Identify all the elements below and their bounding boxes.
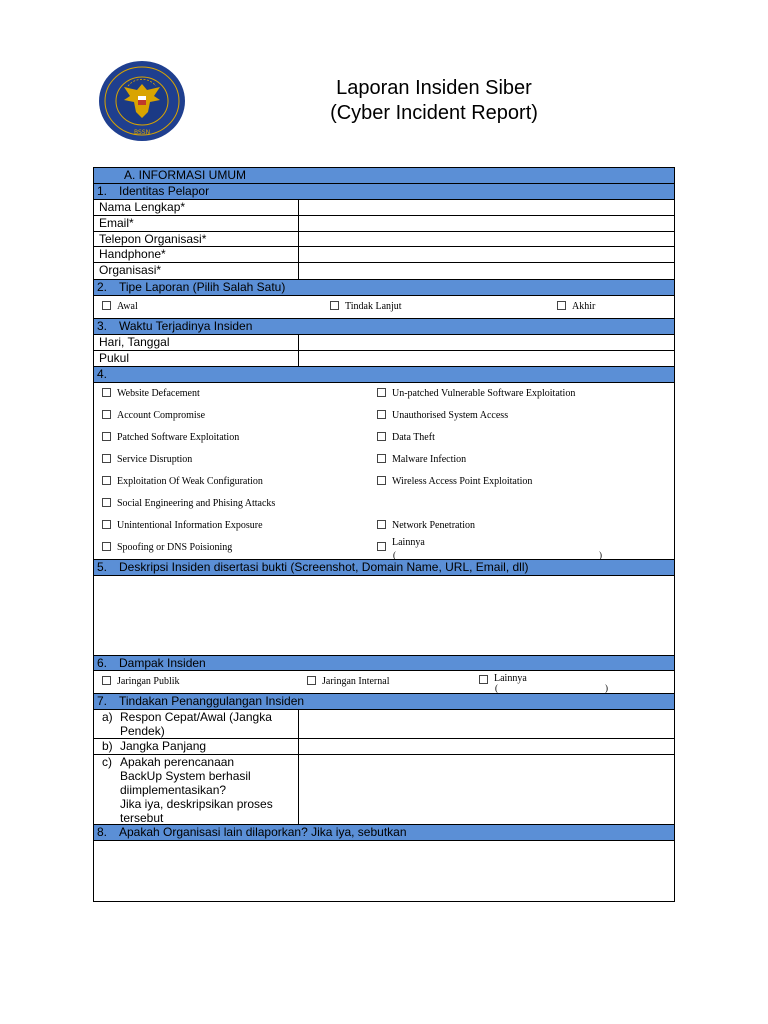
impact-public-option[interactable] (102, 676, 180, 688)
section-a-header (94, 168, 674, 184)
item-letter: a) (102, 710, 113, 724)
section-4-number: 4. (97, 367, 108, 381)
checkbox[interactable] (102, 301, 111, 310)
checkbox[interactable] (102, 676, 111, 685)
checkbox[interactable] (102, 498, 111, 507)
report-type-initial-option[interactable] (102, 301, 138, 313)
report-subtitle: (Cyber Incident Report) (330, 102, 538, 124)
incident-option[interactable] (102, 542, 232, 554)
incident-option[interactable] (102, 410, 205, 422)
incident-option[interactable] (377, 432, 435, 444)
date-input[interactable] (299, 335, 674, 350)
incident-option[interactable] (102, 454, 192, 466)
option-label: Jaringan Internal (322, 676, 390, 687)
incident-option[interactable] (102, 520, 263, 532)
section-1-title: Identitas Pelapor (119, 184, 210, 198)
report-type-followup-option[interactable] (330, 301, 402, 313)
section-3-number: 3. (97, 319, 108, 333)
response-row-b (94, 739, 674, 755)
item-text-line: Jangka Panjang (120, 739, 207, 753)
field-row-organization (94, 263, 674, 280)
option-label: Unintentional Information Exposure (117, 520, 263, 531)
long-term-response-input[interactable] (299, 739, 674, 754)
checkbox[interactable] (102, 432, 111, 441)
checkbox[interactable] (479, 675, 488, 684)
checkbox[interactable] (377, 542, 386, 551)
item-text-line: Apakah perencanaan (120, 755, 235, 769)
field-row-handphone (94, 247, 674, 263)
field-row-org-phone (94, 232, 674, 247)
section-6-number: 6. (97, 656, 108, 670)
checkbox[interactable] (557, 301, 566, 310)
option-label: Lainnya (494, 673, 527, 684)
incident-option[interactable] (102, 388, 200, 400)
section-3-title: Waktu Terjadinya Insiden (119, 319, 253, 333)
item-text-line: Jika iya, deskripsikan proses (120, 797, 273, 811)
checkbox[interactable] (377, 476, 386, 485)
other-paren-close: ) (605, 683, 608, 693)
section-1-header (94, 184, 674, 200)
backup-system-input[interactable] (299, 755, 674, 824)
incident-option[interactable] (102, 432, 239, 444)
incident-option[interactable] (102, 498, 275, 510)
bssn-logo (98, 60, 186, 142)
item-text-line: diimplementasikan? (120, 783, 227, 797)
section-2-number: 2. (97, 280, 108, 294)
item-letter: b) (102, 739, 113, 753)
section-2-title: Tipe Laporan (Pilih Salah Satu) (119, 280, 286, 294)
field-label: Hari, Tanggal (94, 335, 299, 350)
field-row-name (94, 200, 674, 216)
field-label: Organisasi* (94, 263, 299, 279)
short-term-response-input[interactable] (299, 710, 674, 738)
section-1-number: 1. (97, 184, 108, 198)
item-text-line: tersebut (120, 811, 164, 825)
field-row-email (94, 216, 674, 232)
option-label: Un-patched Vulnerable Software Exploitation (392, 388, 576, 399)
option-label: Social Engineering and Phising Attacks (117, 498, 276, 509)
checkbox[interactable] (330, 301, 339, 310)
checkbox[interactable] (377, 432, 386, 441)
option-label: Website Defacement (117, 388, 200, 399)
other-paren-open: ( (495, 683, 498, 693)
item-text-line: Respon Cepat/Awal (Jangka (120, 710, 272, 724)
org-phone-input[interactable] (299, 232, 674, 246)
checkbox[interactable] (102, 410, 111, 419)
response-label (94, 710, 299, 738)
option-label: Spoofing or DNS Poisioning (117, 542, 233, 553)
field-label: Pukul (94, 351, 299, 366)
section-5-header (94, 560, 674, 576)
option-label: Malware Infection (392, 454, 467, 465)
logo-bottom-text: BSSN (133, 129, 151, 136)
section-8-number: 8. (97, 825, 108, 839)
incident-option-other[interactable] (377, 537, 425, 554)
option-label: Patched Software Exploitation (117, 432, 240, 443)
item-text-line: BackUp System berhasil (120, 769, 251, 783)
section-5-title: Deskripsi Insiden disertasi bukti (Screenshot, Domain Name, URL, Email, dll) (119, 560, 529, 574)
option-label: Tindak Lanjut (345, 301, 402, 312)
checkbox[interactable] (102, 388, 111, 397)
incident-description-input[interactable] (94, 576, 674, 656)
impact-other-option[interactable] (479, 675, 527, 687)
section-4-header (94, 367, 674, 383)
option-label: Unauthorised System Access (392, 410, 509, 421)
option-label: Data Theft (392, 432, 435, 443)
other-paren-close: ) (599, 550, 602, 560)
section-2-header (94, 280, 674, 296)
field-label: Telepon Organisasi* (94, 232, 299, 246)
option-label: Network Penetration (392, 520, 476, 531)
impact-row (94, 671, 674, 694)
time-input[interactable] (299, 351, 674, 366)
checkbox[interactable] (102, 454, 111, 463)
response-label (94, 755, 299, 824)
incident-option[interactable] (377, 454, 466, 466)
impact-internal-option[interactable] (307, 676, 389, 688)
section-3-header (94, 319, 674, 335)
field-row-time (94, 351, 674, 367)
checkbox[interactable] (307, 676, 316, 685)
report-title: Laporan Insiden Siber (336, 77, 532, 99)
incident-form (93, 167, 675, 902)
response-label (94, 739, 299, 754)
option-label: Exploitation Of Weak Configuration (117, 476, 263, 487)
organization-input[interactable] (299, 263, 674, 279)
incident-option[interactable] (377, 388, 575, 400)
other-organizations-input[interactable] (94, 841, 674, 902)
checkbox[interactable] (102, 476, 111, 485)
option-label: Akhir (572, 301, 596, 312)
section-a-title: A. INFORMASI UMUM (124, 168, 246, 182)
incident-option[interactable] (377, 410, 508, 422)
checkbox[interactable] (377, 388, 386, 397)
section-8-header (94, 825, 674, 841)
handphone-input[interactable] (299, 247, 674, 262)
response-row-a (94, 710, 674, 739)
option-label: Account Compromise (117, 410, 206, 421)
checkbox[interactable] (377, 454, 386, 463)
field-row-date (94, 335, 674, 351)
incident-option[interactable] (377, 520, 475, 532)
section-5-number: 5. (97, 560, 108, 574)
incident-option[interactable] (102, 476, 263, 488)
option-label: Jaringan Publik (117, 676, 180, 687)
field-label: Email* (94, 216, 299, 231)
field-label: Nama Lengkap* (94, 200, 299, 215)
option-label: Service Disruption (117, 454, 193, 465)
option-label: Awal (117, 301, 138, 312)
email-input[interactable] (299, 216, 674, 231)
incident-type-grid (94, 383, 674, 560)
option-label: Lainnya (392, 537, 425, 548)
section-7-header (94, 694, 674, 710)
option-label: Wireless Access Point Exploitation (392, 476, 533, 487)
incident-option[interactable] (377, 476, 532, 488)
section-7-number: 7. (97, 694, 108, 708)
full-name-input[interactable] (299, 200, 674, 215)
checkbox[interactable] (102, 520, 111, 529)
report-type-row (94, 296, 674, 319)
other-paren-open: ( (393, 550, 396, 560)
report-type-final-option[interactable] (557, 301, 595, 313)
section-8-title: Apakah Organisasi lain dilaporkan? Jika iya, sebutkan (119, 825, 407, 839)
response-row-c (94, 755, 674, 825)
checkbox[interactable] (102, 542, 111, 551)
section-6-header (94, 656, 674, 671)
item-text-line: Pendek) (120, 724, 165, 738)
section-6-title: Dampak Insiden (119, 656, 206, 670)
field-label: Handphone* (94, 247, 299, 262)
section-7-title: Tindakan Penanggulangan Insiden (119, 694, 305, 708)
item-letter: c) (102, 755, 112, 769)
checkbox[interactable] (377, 520, 386, 529)
checkbox[interactable] (377, 410, 386, 419)
